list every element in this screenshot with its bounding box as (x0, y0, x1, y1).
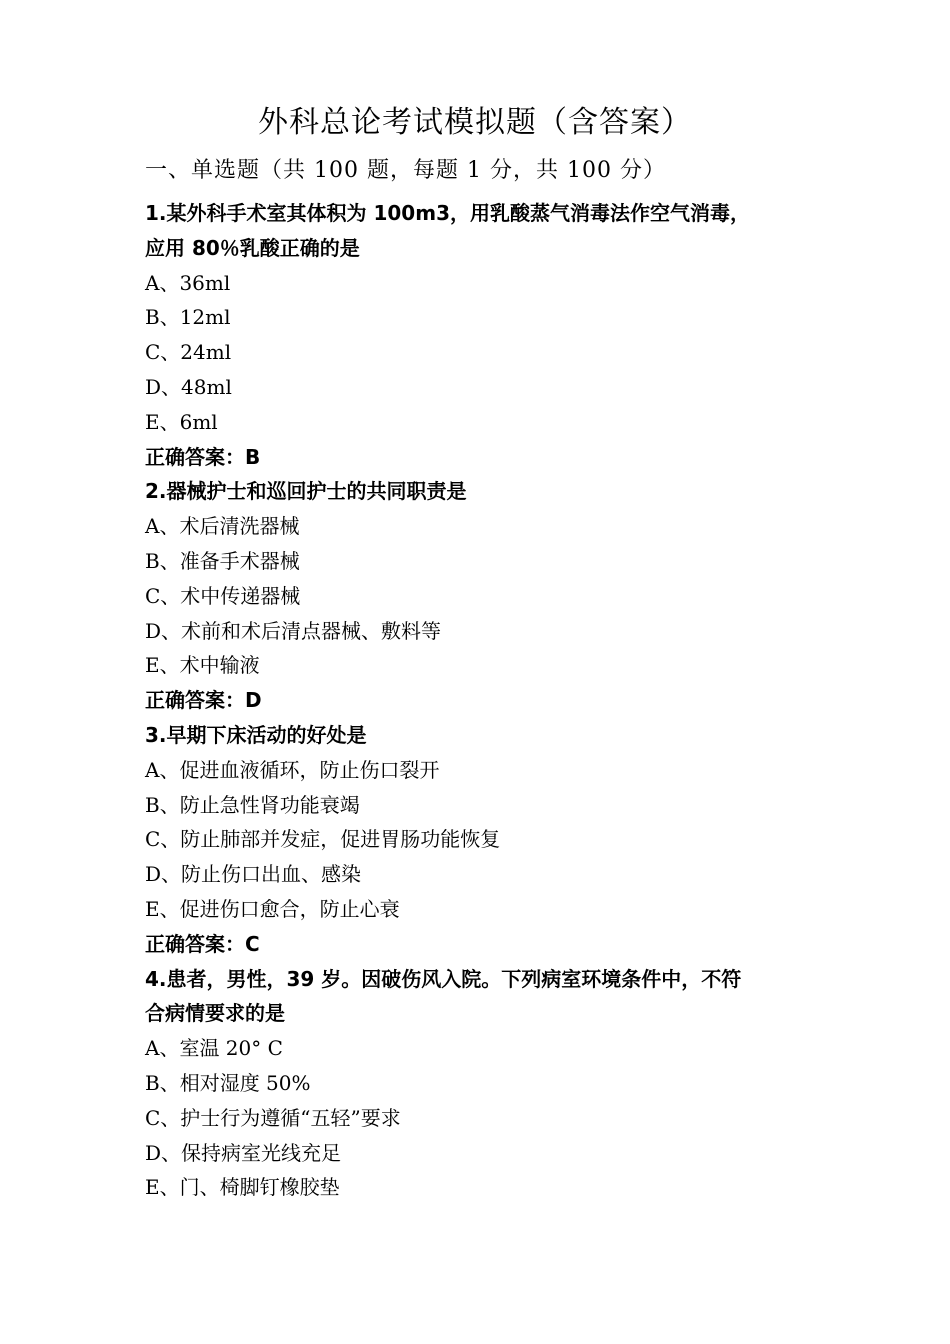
option-a: A、术后清洗器械 (145, 514, 300, 539)
document-title: 外科总论考试模拟题（含答案） (258, 105, 692, 140)
question-stem-line: 3.早期下床活动的好处是 (145, 722, 367, 747)
question-stem-line: 2.器械护士和巡回护士的共同职责是 (145, 479, 467, 504)
question-stem-line: 4.患者，男性，39 岁。因破伤风入院。下列病室环境条件中，不符 (145, 966, 742, 991)
option-c: C、术中传递器械 (145, 583, 301, 608)
question-list (145, 196, 825, 1205)
option-c: C、护士行为遵循“五轻”要求 (145, 1105, 401, 1130)
section-heading: 一、单选题（共 100 题，每题 1 分，共 100 分） (145, 158, 666, 183)
option-b: B、12ml (145, 305, 231, 330)
option-a: A、促进血液循环，防止伤口裂开 (145, 757, 440, 782)
option-c: C、24ml (145, 340, 232, 365)
correct-answer: 正确答案：B (145, 444, 261, 469)
correct-answer: 正确答案：C (145, 931, 260, 956)
option-a: A、36ml (145, 270, 231, 295)
option-d: D、术前和术后清点器械、敷料等 (145, 618, 442, 643)
question-3 (145, 718, 825, 962)
option-d: D、防止伤口出血、感染 (145, 862, 362, 887)
option-c: C、防止肺部并发症，促进胃肠功能恢复 (145, 827, 501, 852)
option-e: E、门、椅脚钉橡胶垫 (145, 1175, 340, 1200)
option-a: A、室温 20° C (145, 1036, 283, 1061)
question-stem-line: 1.某外科手术室其体积为 100m3，用乳酸蒸气消毒法作空气消毒， (145, 201, 750, 225)
option-e: E、6ml (145, 409, 218, 434)
option-d: D、48ml (145, 374, 232, 399)
option-b: B、防止急性肾功能衰竭 (145, 792, 360, 817)
option-e: E、促进伤口愈合，防止心衰 (145, 896, 400, 921)
question-4 (145, 962, 825, 1206)
correct-answer: 正确答案：D (145, 688, 262, 713)
question-stem-line: 合病情要求的是 (145, 1001, 285, 1026)
option-b: B、相对湿度 50% (145, 1070, 311, 1095)
option-b: B、准备手术器械 (145, 548, 300, 573)
option-e: E、术中输液 (145, 653, 260, 678)
question-2 (145, 474, 825, 718)
question-stem-line: 应用 80％乳酸正确的是 (145, 235, 360, 260)
option-d: D、保持病室光线充足 (145, 1140, 342, 1165)
question-1 (145, 196, 825, 474)
